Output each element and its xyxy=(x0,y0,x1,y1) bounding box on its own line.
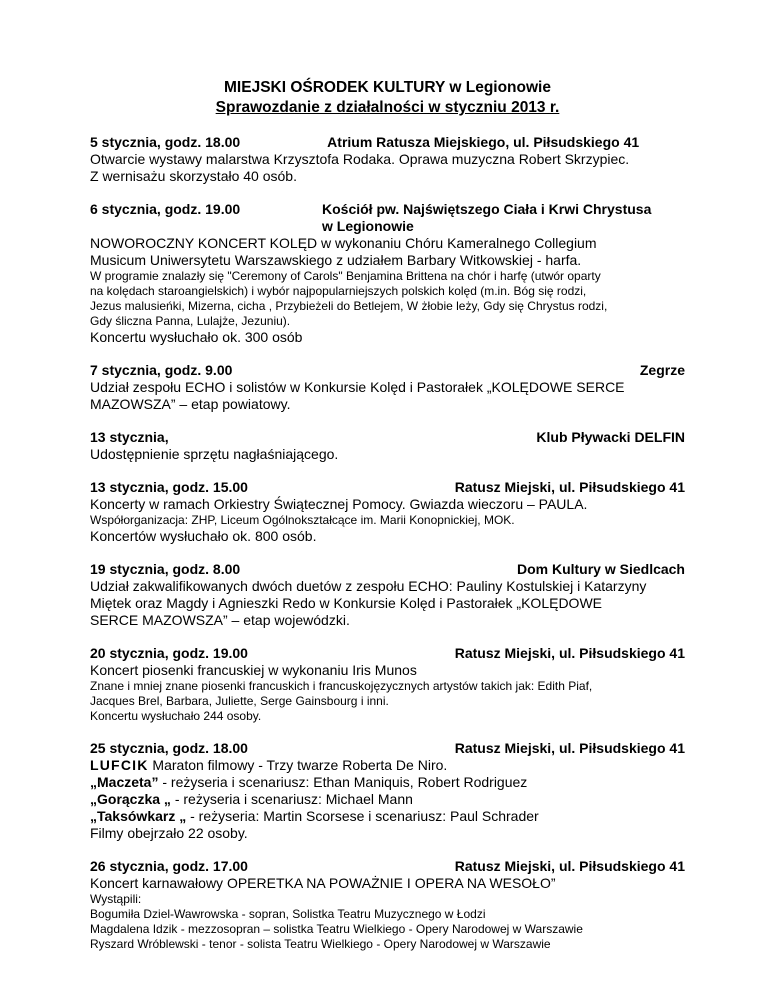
event-date: 6 stycznia, godz. 19.00 xyxy=(90,201,241,217)
event-date: 13 stycznia, xyxy=(90,429,169,445)
event-text: Musicum Uniwersytetu Warszawskiego z udziałem Barbary Witkowskiej - harfa. xyxy=(90,252,582,268)
event-note: Jacques Brel, Barbara, Juliette, Serge Gainsbourg i inni. xyxy=(90,694,389,708)
event-note: Magdalena Idzik - mezzosopran – solistka Teatru Wielkiego - Opery Narodowej w Warszawie xyxy=(90,922,583,936)
event-place xyxy=(322,201,651,235)
event-place: Ratusz Miejski, ul. Piłsudskiego 41 xyxy=(454,858,685,874)
event-entry xyxy=(90,429,685,463)
event-text: Koncerty w ramach Orkiestry Świątecznej Pomocy. Gwiazda wieczoru – PAULA. xyxy=(90,496,588,512)
event-text: MAZOWSZA” – etap powiatowy. xyxy=(90,396,291,412)
film-credits: - reżyseria: Martin Scorsese i scenariusz: Paul Schrader xyxy=(186,808,539,824)
event-date: 25 stycznia, godz. 18.00 xyxy=(90,740,248,756)
event-text: Udział zespołu ECHO i solistów w Konkursie Kolęd i Pastorałek „KOLĘDOWE SERCE xyxy=(90,379,625,395)
event-place: Ratusz Miejski, ul. Piłsudskiego 41 xyxy=(454,479,685,495)
event-text: Koncert karnawałowy OPERETKA NA POWAŻNIE I OPERA NA WESOŁO” xyxy=(90,875,556,891)
event-attendance: Koncertów wysłuchało ok. 800 osób. xyxy=(90,528,317,544)
event-attendance: Filmy obejrzało 22 osoby. xyxy=(90,825,248,841)
event-note: Współorganizacja: ZHP, Liceum Ogólnokształcące im. Marii Konopnickiej, MOK. xyxy=(90,513,515,527)
event-entry xyxy=(90,134,685,185)
film-credits: - reżyseria i scenariusz: Ethan Maniquis, Robert Rodriguez xyxy=(158,774,528,790)
event-entry xyxy=(90,645,685,724)
event-place: Ratusz Miejski, ul. Piłsudskiego 41 xyxy=(454,645,685,661)
event-note: Wystąpili: xyxy=(90,892,142,906)
event-place: Ratusz Miejski, ul. Piłsudskiego 41 xyxy=(454,740,685,756)
film-item xyxy=(90,774,685,791)
event-text: Otwarcie wystawy malarstwa Krzysztofa Rodaka. Oprawa muzyczna Robert Skrzypiec. xyxy=(90,151,630,167)
event-header xyxy=(90,479,685,496)
event-note: Bogumiła Dziel-Wawrowska - sopran, Solistka Teatru Muzycznego w Łodzi xyxy=(90,907,486,921)
event-date: 20 stycznia, godz. 19.00 xyxy=(90,645,248,661)
event-header xyxy=(90,201,685,235)
document-title xyxy=(90,78,685,118)
event-date: 19 stycznia, godz. 8.00 xyxy=(90,561,241,577)
event-text xyxy=(90,757,685,774)
film-title: „Gorączka „ xyxy=(90,791,171,807)
event-attendance: Koncertu wysłuchało ok. 300 osób xyxy=(90,329,303,345)
event-header xyxy=(90,645,685,662)
event-note: Znane i mniej znane piosenki francuskich i francuskojęzycznych artystów takich jak: Edith Piaf, xyxy=(90,679,593,693)
subtitle-line: Sprawozdanie z działalności w styczniu 2013 r. xyxy=(215,99,560,116)
event-text: SERCE MAZOWSZA” – etap wojewódzki. xyxy=(90,612,350,628)
event-text: Z wernisażu skorzystało 40 osób. xyxy=(90,168,297,184)
event-note: W programie znalazły się "Ceremony of Carols" Benjamina Brittena na chór i harfę (utwór oparty xyxy=(90,269,601,283)
lufcik-label: LUFCIK xyxy=(90,757,149,773)
event-date: 13 stycznia, godz. 15.00 xyxy=(90,479,248,495)
event-entry xyxy=(90,858,685,952)
event-place: Klub Pływacki DELFIN xyxy=(536,429,685,445)
event-text: Udział zakwalifikowanych dwóch duetów z zespołu ECHO: Pauliny Kostulskiej i Katarzyny xyxy=(90,578,647,594)
film-title: „Maczeta” xyxy=(90,774,159,790)
event-entry xyxy=(90,201,685,346)
lufcik-description: Maraton filmowy - Trzy twarze Roberta De Niro. xyxy=(148,757,448,773)
event-note: na kolędach staroangielskich) i wybór najpopularniejszych polskich kolęd (m.in. Bóg się rodzi, xyxy=(90,284,587,298)
event-note: Koncertu wysłuchało 244 osoby. xyxy=(90,709,262,723)
event-header xyxy=(90,740,685,757)
event-header xyxy=(90,429,685,446)
event-place: Dom Kultury w Siedlcach xyxy=(516,561,685,577)
film-item xyxy=(90,791,685,808)
event-note: Jezus malusieńki, Mizerna, cicha , Przybieżeli do Betlejem, W żłobie leży, Gdy się Chrystus rodzi, xyxy=(90,299,608,313)
event-place-line: Kościół pw. Najświętszego Ciała i Krwi Chrystusa xyxy=(322,201,652,217)
event-date: 7 stycznia, godz. 9.00 xyxy=(90,362,233,378)
event-entry xyxy=(90,740,685,842)
event-entry xyxy=(90,479,685,545)
event-text: Koncert piosenki francuskiej w wykonaniu Iris Munos xyxy=(90,662,417,678)
event-note: Gdy śliczna Panna, Lulajże, Jezuniu). xyxy=(90,314,291,328)
event-note: Ryszard Wróblewski - tenor - solista Teatru Wielkiego - Opery Narodowej w Warszawie xyxy=(90,937,551,951)
event-header xyxy=(90,362,685,379)
event-entry xyxy=(90,561,685,629)
event-header xyxy=(90,134,685,151)
film-item xyxy=(90,808,685,825)
event-date: 26 stycznia, godz. 17.00 xyxy=(90,858,248,874)
event-text: Miętek oraz Magdy i Agnieszki Redo w Konkursie Kolęd i Pastorałek „KOLĘDOWE xyxy=(90,595,602,611)
event-header xyxy=(90,858,685,875)
title-line: MIEJSKI OŚRODEK KULTURY w Legionowie xyxy=(224,79,551,96)
film-title: „Taksówkarz „ xyxy=(90,808,187,824)
event-date: 5 stycznia, godz. 18.00 xyxy=(90,134,241,150)
document-page xyxy=(90,78,685,952)
event-place: Atrium Ratusza Miejskiego, ul. Piłsudskiego 41 xyxy=(327,134,640,150)
event-header xyxy=(90,561,685,578)
film-credits: - reżyseria i scenariusz: Michael Mann xyxy=(170,791,413,807)
event-place: Zegrze xyxy=(639,362,685,378)
event-entry xyxy=(90,362,685,413)
event-text: Udostępnienie sprzętu nagłaśniającego. xyxy=(90,446,339,462)
event-text: NOWOROCZNY KONCERT KOLĘD w wykonaniu Chóru Kameralnego Collegium xyxy=(90,235,597,251)
event-place-line: w Legionowie xyxy=(322,218,414,234)
